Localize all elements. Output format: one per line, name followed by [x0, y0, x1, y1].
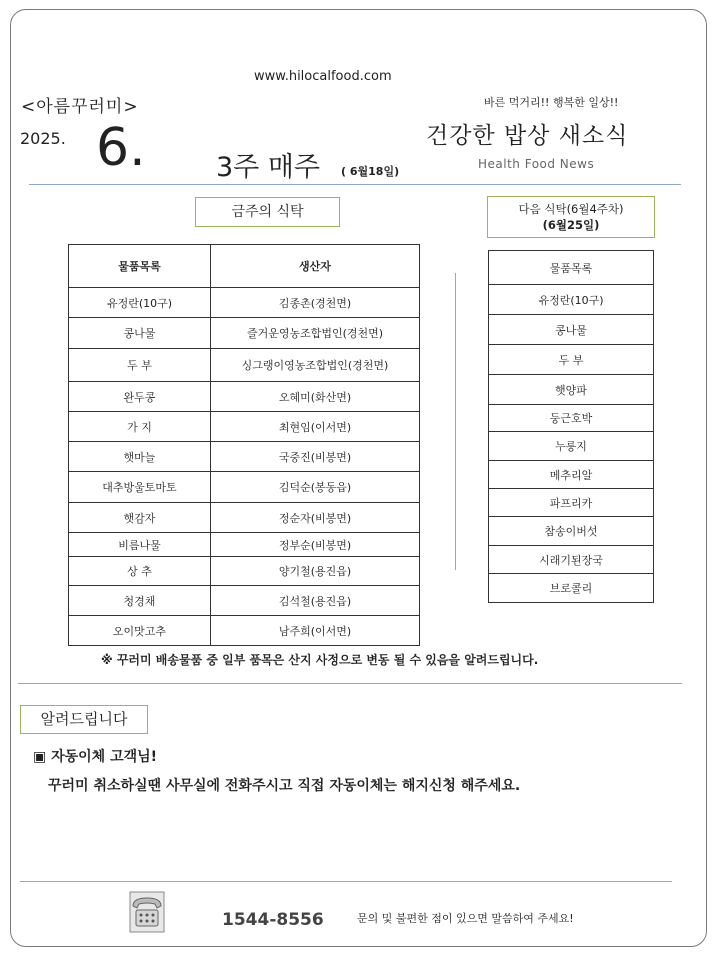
producer-cell: 김덕순(봉동읍) [211, 472, 420, 503]
next-week-date: (6월25일) [542, 218, 600, 232]
column-divider [455, 273, 456, 570]
list-item [489, 517, 654, 546]
announcement-subtitle: ▣ 자동이체 고객님! [33, 749, 158, 765]
table-row [69, 557, 420, 586]
issue-month: 6. [96, 118, 146, 178]
announcement-body: 꾸러미 취소하실땐 사무실에 전화주시고 직접 자동이체는 해지신청 해주세요. [48, 778, 521, 794]
producer-cell: 양기철(용진읍) [211, 557, 420, 586]
table-row [69, 472, 420, 503]
item-cell: 상 추 [69, 557, 211, 586]
next-item-cell: 브로콜리 [489, 574, 654, 603]
news-title: 건강한 밥상 새소식 [426, 123, 629, 149]
list-item [489, 546, 654, 574]
table-row [69, 382, 420, 412]
table-row [69, 533, 420, 557]
news-subtitle: Health Food News [478, 157, 595, 171]
contact-message: 문의 및 불편한 점이 있으면 말씀하여 주세요! [357, 912, 574, 925]
table-row [69, 318, 420, 349]
table-row [69, 412, 420, 442]
item-cell: 가 지 [69, 412, 211, 442]
producer-cell: 즐거운영농조합법인(경천면) [211, 318, 420, 349]
list-item [489, 315, 654, 345]
this-week-title: 금주의 식탁 [195, 197, 340, 227]
column-header-items: 물품목록 [69, 245, 211, 288]
supply-notice: ※ 꾸러미 배송물품 중 일부 품목은 산지 사정으로 변동 될 수 있음을 알려드립니다. [101, 653, 539, 667]
table-row [69, 442, 420, 472]
telephone-icon [124, 886, 170, 938]
next-week-rows [489, 285, 654, 603]
producer-cell: 정부순(비봉면) [211, 533, 420, 557]
next-item-cell: 참송이버섯 [489, 517, 654, 546]
list-item [489, 489, 654, 517]
item-cell: 오이맛고추 [69, 616, 211, 646]
item-cell: 완두콩 [69, 382, 211, 412]
next-item-cell: 누룽지 [489, 432, 654, 461]
header-divider [29, 184, 681, 185]
table-row [69, 503, 420, 533]
issue-week-title: 3주 매주 [216, 152, 321, 183]
list-item [489, 432, 654, 461]
this-week-table [68, 244, 420, 646]
producer-cell: 김석철(용진읍) [211, 586, 420, 616]
contact-phone: 1544-8556 [222, 910, 324, 930]
issue-year: 2025. [20, 129, 66, 148]
item-cell: 청경채 [69, 586, 211, 616]
producer-cell: 정순자(비봉면) [211, 503, 420, 533]
issue-week-date: ( 6월18일) [341, 165, 400, 178]
item-cell: 콩나물 [69, 318, 211, 349]
producer-cell: 남주희(이서면) [211, 616, 420, 646]
list-item [489, 574, 654, 603]
producer-cell: 오혜미(화산면) [211, 382, 420, 412]
footer-divider [20, 881, 672, 882]
item-cell: 햇감자 [69, 503, 211, 533]
list-item [489, 461, 654, 489]
producer-cell: 국중진(비봉면) [211, 442, 420, 472]
this-week-rows [69, 288, 420, 646]
item-cell: 두 부 [69, 349, 211, 382]
section-divider [18, 683, 682, 684]
list-item [489, 375, 654, 405]
brand-name: <아름꾸러미> [21, 97, 139, 117]
next-item-cell: 유정란(10구) [489, 285, 654, 315]
item-cell: 비름나물 [69, 533, 211, 557]
table-row [69, 586, 420, 616]
table-row [69, 616, 420, 646]
slogan: 바른 먹거리!! 행복한 일상!! [484, 96, 619, 109]
column-header-producer: 생산자 [211, 245, 420, 288]
producer-cell: 싱그랭이영농조합법인(경천면) [211, 349, 420, 382]
next-item-cell: 시래기된장국 [489, 546, 654, 574]
item-cell: 햇마늘 [69, 442, 211, 472]
next-week-title-box [487, 196, 655, 238]
item-cell: 대추방울토마토 [69, 472, 211, 503]
column-header-next-items: 물품목록 [489, 251, 654, 285]
website-url: www.hilocalfood.com [254, 69, 392, 84]
table-row [69, 349, 420, 382]
list-item [489, 405, 654, 432]
list-item [489, 345, 654, 375]
next-item-cell: 햇양파 [489, 375, 654, 405]
next-week-table [488, 250, 654, 603]
next-item-cell: 두 부 [489, 345, 654, 375]
producer-cell: 최현임(이서면) [211, 412, 420, 442]
next-item-cell: 파프리카 [489, 489, 654, 517]
next-item-cell: 콩나물 [489, 315, 654, 345]
next-item-cell: 둥근호박 [489, 405, 654, 432]
list-item [489, 285, 654, 315]
table-row [69, 288, 420, 318]
producer-cell: 김종촌(경천면) [211, 288, 420, 318]
item-cell: 유정란(10구) [69, 288, 211, 318]
next-item-cell: 메추리알 [489, 461, 654, 489]
next-week-title: 다음 식탁(6월4주차) [518, 202, 624, 216]
announcement-title: 알려드립니다 [20, 705, 148, 734]
